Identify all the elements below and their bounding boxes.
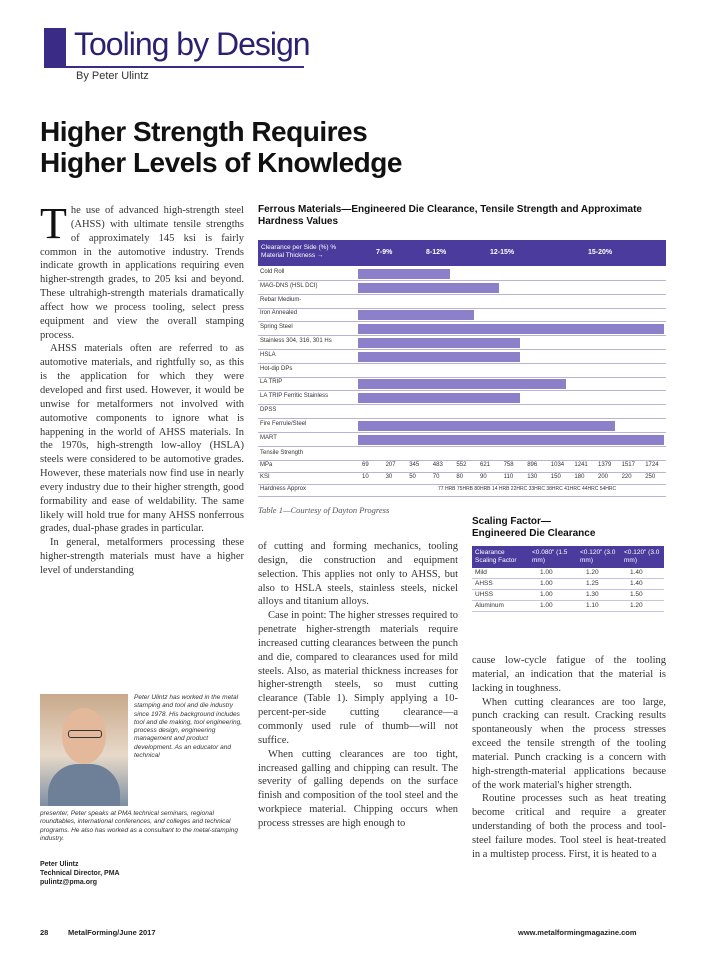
mpa-value: 1517 [621, 462, 635, 468]
table-row [472, 579, 664, 590]
ksi-row: KSI 10 30 50 70 80 90 110 130 150 180 200 220 250 [258, 472, 666, 485]
table-cell: 1.30 [586, 591, 599, 598]
table-cell: AHSS [475, 580, 493, 587]
mpa-value: 552 [456, 462, 467, 468]
table-row [258, 406, 666, 419]
ksi-value: 200 [598, 474, 609, 480]
table1-header-label: Clearance per Side (%) % Material Thickness → [261, 244, 337, 259]
author-contact: Peter Ulintz Technical Director, PMA pulintz@pma.org [40, 861, 120, 886]
article-column-2 [258, 540, 458, 910]
publication-name: MetalForming/June 2017 [68, 928, 156, 937]
clearance-bar [358, 352, 520, 362]
mpa-value: 621 [480, 462, 491, 468]
row-label: Rebar Medium- [260, 296, 302, 303]
clearance-bar [358, 324, 664, 334]
paragraph: In general, metalformers processing these higher-strength materials must have a higher level of understanding [40, 537, 244, 576]
mpa-value: 69 [362, 462, 369, 468]
row-label: Cold Roll [260, 269, 285, 275]
row-label: HSLA [260, 351, 276, 358]
table-cell: 1.00 [540, 580, 553, 587]
table2-header: Clearance Scaling Factor <0.080" (1.5 mm) <0.120" (3.0 mm) <0.120" (3.0 mm) [472, 546, 664, 568]
table-row [258, 351, 666, 364]
mpa-value: 1241 [574, 462, 588, 468]
table1-title: Ferrous Materials—Engineered Die Clearance, Tensile Strength and Approximate Hardness Values [258, 204, 642, 227]
mpa-value: 345 [409, 462, 420, 468]
table-cell: 1.25 [586, 580, 599, 587]
table-row [472, 590, 664, 601]
article-column-1 [40, 204, 244, 670]
table-row [258, 420, 666, 433]
range-header: 12-15% [490, 249, 515, 256]
range-header: 15-20% [588, 249, 613, 256]
table-row [258, 309, 666, 322]
row-label: Stainless 304, 316, 301 Hs [260, 338, 332, 344]
footer-url: www.metalformingmagazine.com [518, 928, 637, 937]
strength-row: Tensile Strength [258, 448, 666, 461]
row-label: MAG-DNS (HSL DCI) [260, 282, 318, 289]
mpa-value: 1724 [645, 462, 659, 468]
headline-line-2: Higher Levels of Knowledge [40, 147, 402, 178]
section-accent-bar [44, 28, 66, 66]
table-row [258, 392, 666, 405]
paragraph: Routine processes such as heat treating become critical and require a greater understanding of both the process and tool-steel failure modes. Tool steel is heat-treated in a multistep process. First, it is heated to a [472, 793, 666, 860]
photo-shirt [48, 764, 120, 806]
table-row [258, 365, 666, 378]
row-label: LA TRIP [260, 379, 283, 386]
mpa-value: 207 [385, 462, 396, 468]
clearance-bar [358, 283, 499, 293]
table-row [258, 434, 666, 447]
table-row [472, 568, 664, 579]
table1-header [258, 240, 666, 266]
table-cell: 1.50 [630, 591, 643, 598]
table-cell: 1.20 [586, 569, 599, 576]
clearance-bar [358, 421, 615, 431]
row-label: MART [260, 434, 277, 441]
clearance-table [258, 240, 666, 502]
page-number: 28 [40, 928, 49, 937]
paragraph: The use of advanced high-strength steel (AHSS) with ultimate tensile strengths of approximately 145 ksi is fairly common in the automotive industry. Trends indicate growth in applications requiring even higher-strength grades, to 205 ksi and beyond. These ultrahigh-strength materials dramatically affect how we process tooling, select press equipment and view the overall stamping process. [40, 204, 244, 341]
table2-title: Scaling Factor— Engineered Die Clearance [472, 516, 596, 539]
table-cell: 1.00 [540, 569, 553, 576]
clearance-bar [358, 310, 474, 320]
mpa-value: 483 [432, 462, 443, 468]
table-row [258, 268, 666, 281]
table-cell: Mild [475, 569, 487, 576]
clearance-bar [358, 269, 450, 279]
drop-cap: T [40, 204, 67, 248]
mpa-row: MPa 69 207 345 483 552 621 758 896 1034 1241 1379 1517 1724 [258, 460, 666, 473]
table-cell: 1.10 [586, 602, 599, 609]
section-title: Tooling by Design [74, 26, 310, 62]
table-row [258, 296, 666, 309]
header-rule [44, 66, 304, 68]
ksi-value: 50 [409, 474, 416, 480]
byline: By Peter Ulintz [76, 70, 149, 82]
mpa-value: 758 [503, 462, 514, 468]
table2-rows [472, 568, 664, 612]
mpa-value: 1379 [598, 462, 612, 468]
table-cell: 1.00 [540, 591, 553, 598]
paragraph: When cutting clearances are too large, punch cracking can result. Cracking results spontaneously when the process stresses exceed the tensile strength of the tooling material. Punch cracking is a concern with high-strength-material applications because of the work material's higher strength. [472, 696, 666, 791]
table1-caption: Table 1—Courtesy of Dayton Progress [258, 505, 390, 515]
table-cell: 1.40 [630, 569, 643, 576]
table-cell: 1.00 [540, 602, 553, 609]
row-label: DPSS [260, 407, 277, 413]
ksi-value: 220 [621, 474, 632, 480]
table-row [258, 378, 666, 391]
ksi-value: 30 [385, 474, 393, 480]
ksi-value: 110 [503, 474, 514, 480]
scaling-factor-table [472, 546, 664, 612]
article-column-3 [472, 654, 666, 910]
range-header: 8-12% [426, 249, 447, 256]
paragraph: cause low-cycle fatigue of the tooling material, an indication that the material is lacking in toughness. [472, 655, 666, 694]
ksi-value: 150 [550, 474, 561, 480]
author-photo [40, 694, 128, 806]
table-row [258, 337, 666, 350]
range-header: 7-9% [376, 249, 393, 256]
table-row [472, 601, 664, 612]
author-bio: Peter Ulintz has worked in the metal stamping and tool and die industry since 1978. His background includes tool and die making, tool engineering, process design, engineering management and product development. As an educator and technical [134, 694, 243, 760]
author-bio-continued: presenter, Peter speaks at PMA technical seminars, regional roundtables, international conferences, and colleges and technical programs. He also has worked as a consultant to the metal-stamping industry. [40, 810, 238, 842]
table-cell: UHSS [475, 591, 494, 598]
clearance-bar [358, 338, 520, 348]
paragraph: When cutting clearances are too tight, increased galling and chipping can result. The severity of galling depends on the surface finish and composition of the tool steel and the workpiece material. Chipping occurs when process stresses are high enough to [258, 748, 458, 829]
ksi-value: 70 [432, 474, 440, 480]
row-label: Fire Ferrule/Steel [260, 420, 307, 427]
hardness-row: Hardness Approx 77 HRB 75HRB 80HRB 14 HRB 22HRC 33HRC 38HRC 41HRC 44HRC 54HRC [258, 484, 666, 497]
row-label: Hot-dip DPs [260, 365, 293, 372]
table-cell: Aluminum [475, 602, 504, 609]
ksi-value: 180 [574, 474, 585, 480]
mpa-value: 896 [527, 462, 538, 468]
headline [40, 116, 402, 178]
table-row [258, 282, 666, 295]
table-row [258, 323, 666, 336]
clearance-bar [358, 393, 520, 403]
ksi-value: 10 [362, 474, 369, 480]
table-cell: 1.40 [630, 580, 643, 587]
ksi-value: 130 [527, 474, 538, 480]
mpa-value: 1034 [550, 462, 565, 468]
ksi-value: 90 [480, 474, 487, 480]
clearance-bar [358, 435, 664, 445]
paragraph: of cutting and forming mechanics, tooling design, die construction and equipment selection. This applies not only to AHSS, but also to HSLA steels, stainless steels, nickel alloys and titanium alloys. [258, 541, 458, 608]
ksi-value: 80 [456, 474, 464, 480]
ksi-value: 250 [645, 474, 656, 480]
headline-line-1: Higher Strength Requires [40, 116, 368, 147]
paragraph: Case in point: The higher stresses required to penetrate higher-strength materials require increased cutting clearances between the punch and die, compared to clearances used for mild steels. Also, as material thickness increases for higher-strength steels, so must cutting clearance (Table 1). Simply applying a 10-percent-per-side cutting clearance—a commonly used rule of thumb—will not suffice. [258, 610, 458, 746]
photo-glasses [68, 730, 102, 738]
row-label: LA TRIP Ferritic Stainless [260, 393, 329, 400]
table-cell: 1.20 [630, 602, 643, 609]
row-label: Spring Steel [260, 324, 293, 331]
row-label: Iron Annealed [260, 310, 298, 317]
clearance-bar [358, 379, 566, 389]
paragraph: AHSS materials often are referred to as automotive materials, and rightfully so, as this is the application for which they were developed and first used. However, it would be unwise for metalformers not involved with automotive components to ignore what is happening in the world of AHSS materials. In the 1970s, high-strength low-alloy (HSLA) steels were considered to be automotive grades. However, these materials now find use in nearly every industry due to their higher strength, good formability and ease of weldability. The same likely will hold true for many AHSS nonferrous grades, dual-phase grades in particular. [40, 343, 244, 535]
